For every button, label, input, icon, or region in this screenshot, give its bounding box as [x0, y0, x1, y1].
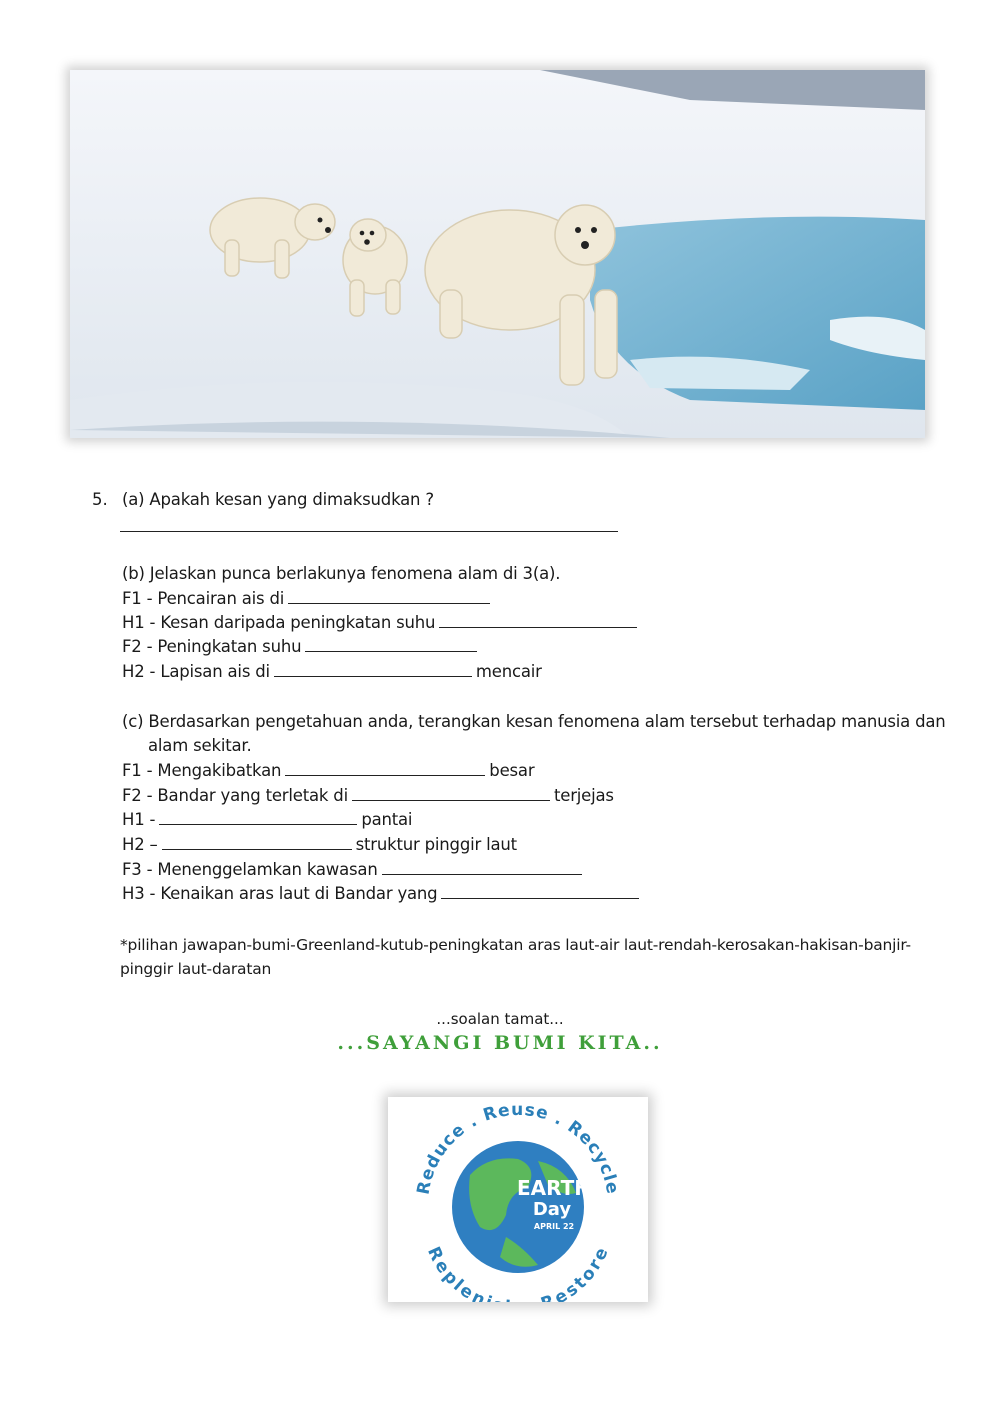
item-suffix: mencair — [475, 662, 542, 681]
item-suffix: besar — [489, 761, 535, 780]
item-text: H1 - — [122, 810, 156, 829]
part-c-item — [122, 884, 643, 904]
logo-date: APRIL 22 — [533, 1222, 575, 1231]
part-c-question: (c) Berdasarkan pengetahuan anda, terangkan kesan fenomena alam tersebut terhadap manusia dan — [122, 712, 946, 731]
item-suffix: terjejas — [553, 786, 614, 805]
part-c-item — [122, 860, 586, 880]
part-b-item — [122, 613, 641, 633]
tagline: ...SAYANGI BUMI KITA.. — [337, 1032, 663, 1054]
item-text: H2 - Lapisan ais di — [122, 662, 270, 681]
part-c-item — [122, 810, 412, 830]
answer-choices-cont: pinggir laut-daratan — [120, 960, 272, 978]
part-c-item — [122, 786, 614, 806]
item-suffix: struktur pinggir laut — [355, 835, 517, 854]
item-text: F1 - Pencairan ais di — [122, 589, 285, 608]
answer-blank[interactable] — [441, 884, 639, 899]
question-number: 5. — [92, 490, 108, 509]
item-text: H3 - Kenaikan aras laut di Bandar yang — [122, 884, 438, 903]
part-b-question: (b) Jelaskan punca berlakunya fenomena alam di 3(a). — [122, 564, 561, 583]
logo-title-line1: EARTH — [516, 1176, 592, 1200]
answer-choices: *pilihan jawapan-bumi-Greenland-kutub-peningkatan aras laut-air laut-rendah-kerosakan-hakisan-banjir- — [120, 936, 911, 954]
part-b-item — [122, 637, 481, 657]
earth-day-globe-icon — [388, 1097, 648, 1302]
answer-blank[interactable] — [305, 637, 477, 652]
part-c-item — [122, 761, 534, 781]
answer-blank[interactable] — [159, 810, 357, 825]
answer-blank[interactable] — [439, 613, 637, 628]
item-suffix: pantai — [361, 810, 413, 829]
item-text: H1 - Kesan daripada peningkatan suhu — [122, 613, 436, 632]
part-c-item — [122, 835, 517, 855]
part-b-item — [122, 589, 494, 609]
part-b-item — [122, 662, 542, 682]
answer-blank[interactable] — [274, 662, 472, 677]
answer-blank[interactable] — [288, 589, 490, 604]
end-note: ...soalan tamat... — [436, 1010, 564, 1028]
earth-day-logo — [388, 1097, 648, 1302]
part-a-question: (a) Apakah kesan yang dimaksudkan ? — [122, 490, 434, 509]
part-c-question-cont: alam sekitar. — [148, 736, 252, 755]
answer-blank[interactable] — [285, 761, 485, 776]
logo-title-line2: Day — [532, 1199, 572, 1220]
logo-ring-top: Reduce . Reuse . Recycle — [413, 1099, 623, 1197]
item-text: F2 - Peningkatan suhu — [122, 637, 302, 656]
answer-blank[interactable] — [352, 786, 550, 801]
item-text: F3 - Menenggelamkan kawasan — [122, 860, 378, 879]
item-text: H2 – — [122, 835, 158, 854]
part-a-answer-line[interactable] — [120, 531, 618, 532]
item-text: F1 - Mengakibatkan — [122, 761, 282, 780]
answer-blank[interactable] — [162, 835, 352, 850]
polar-bears-on-ice-photo — [70, 70, 925, 438]
logo-ring-bottom: Replen estore — [423, 1243, 613, 1302]
polar-bears-photo — [70, 70, 925, 438]
item-text: F2 - Bandar yang terletak di — [122, 786, 348, 805]
answer-blank[interactable] — [382, 860, 582, 875]
